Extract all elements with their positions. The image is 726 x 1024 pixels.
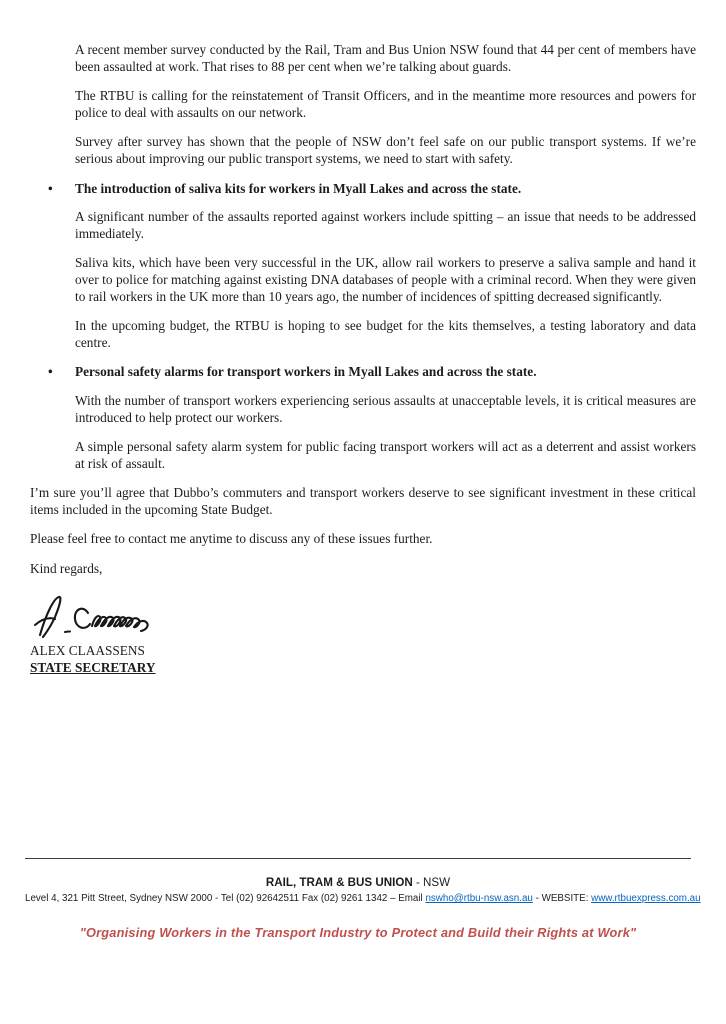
- paragraph: With the number of transport workers experiencing serious assaults at unacceptable levels, it is critical measures are introduced to help protect our workers.: [75, 392, 696, 425]
- bullet-marker-icon: •: [48, 180, 53, 196]
- paragraph: In the upcoming budget, the RTBU is hoping to see budget for the kits themselves, a testing laboratory and data centre.: [75, 318, 696, 350]
- signature-block: [30, 592, 696, 676]
- handwritten-signature-icon: [32, 592, 164, 640]
- contact-address-text: Level 4, 321 Pitt Street, Sydney NSW 2000 - Tel (02) 92642511 Fax (02) 9261 1342 – Email: [25, 893, 426, 904]
- page-footer: [25, 858, 701, 940]
- paragraph: The RTBU is calling for the reinstatement of Transit Officers, and in the meantime more resources and powers for police to deal with assaults on our network.: [75, 88, 696, 120]
- bullet-item: [48, 364, 696, 381]
- bullet-marker-icon: •: [48, 364, 53, 380]
- letter-body: [30, 42, 696, 676]
- bullet-text: The introduction of saliva kits for workers in Myall Lakes and across the state.: [75, 180, 522, 196]
- footer-org-line: [25, 876, 691, 889]
- paragraph: A simple personal safety alarm system for public facing transport workers will act as a deterrent and assist workers at risk of assault.: [75, 439, 696, 471]
- paragraph: A recent member survey conducted by the Rail, Tram and Bus Union NSW found that 44 per cent of members have been assaulted at work. That rises to 88 per cent when we’re talking about guards.: [75, 42, 696, 74]
- email-link[interactable]: nswho@rtbu-nsw.asn.au: [425, 893, 533, 904]
- paragraph: I’m sure you’ll agree that Dubbo’s commuters and transport workers deserve to see significant investment in these critical items included in the upcoming State Budget.: [30, 485, 696, 517]
- contact-middle-text: - WEBSITE:: [532, 893, 592, 904]
- bullet-item: [48, 181, 696, 198]
- signatory-name: ALEX CLAASSENS: [30, 642, 145, 658]
- paragraph: A significant number of the assaults reported against workers include spitting – an issue that needs to be addressed immediately.: [75, 209, 696, 241]
- website-link[interactable]: www.rtbuexpress.com.au: [591, 893, 701, 904]
- bullet-text: Personal safety alarms for transport workers in Myall Lakes and across the state.: [75, 364, 537, 380]
- paragraph: Survey after survey has shown that the people of NSW don’t feel safe on our public transport systems. If we’re serious about improving our public transport systems, we need to start with safety.: [75, 134, 696, 166]
- paragraph: Kind regards,: [30, 561, 103, 577]
- footer-tagline: "Organising Workers in the Transport Industry to Protect and Build their Rights at Work": [79, 925, 637, 940]
- paragraph: Please feel free to contact me anytime to discuss any of these issues further.: [30, 531, 433, 547]
- paragraph: Saliva kits, which have been very successful in the UK, allow rail workers to preserve a saliva sample and hand it over to police for matching against existing DNA databases of people with a criminal record. When they were given to rail workers in the UK more than 10 years ago, the number of incidences of spitting decreased significantly.: [75, 255, 696, 304]
- org-name: RAIL, TRAM & BUS UNION: [265, 876, 413, 889]
- signatory-title: STATE SECRETARY: [30, 659, 156, 675]
- org-suffix: - NSW: [412, 876, 451, 889]
- footer-divider: [25, 858, 691, 859]
- footer-contact-line: [25, 893, 701, 904]
